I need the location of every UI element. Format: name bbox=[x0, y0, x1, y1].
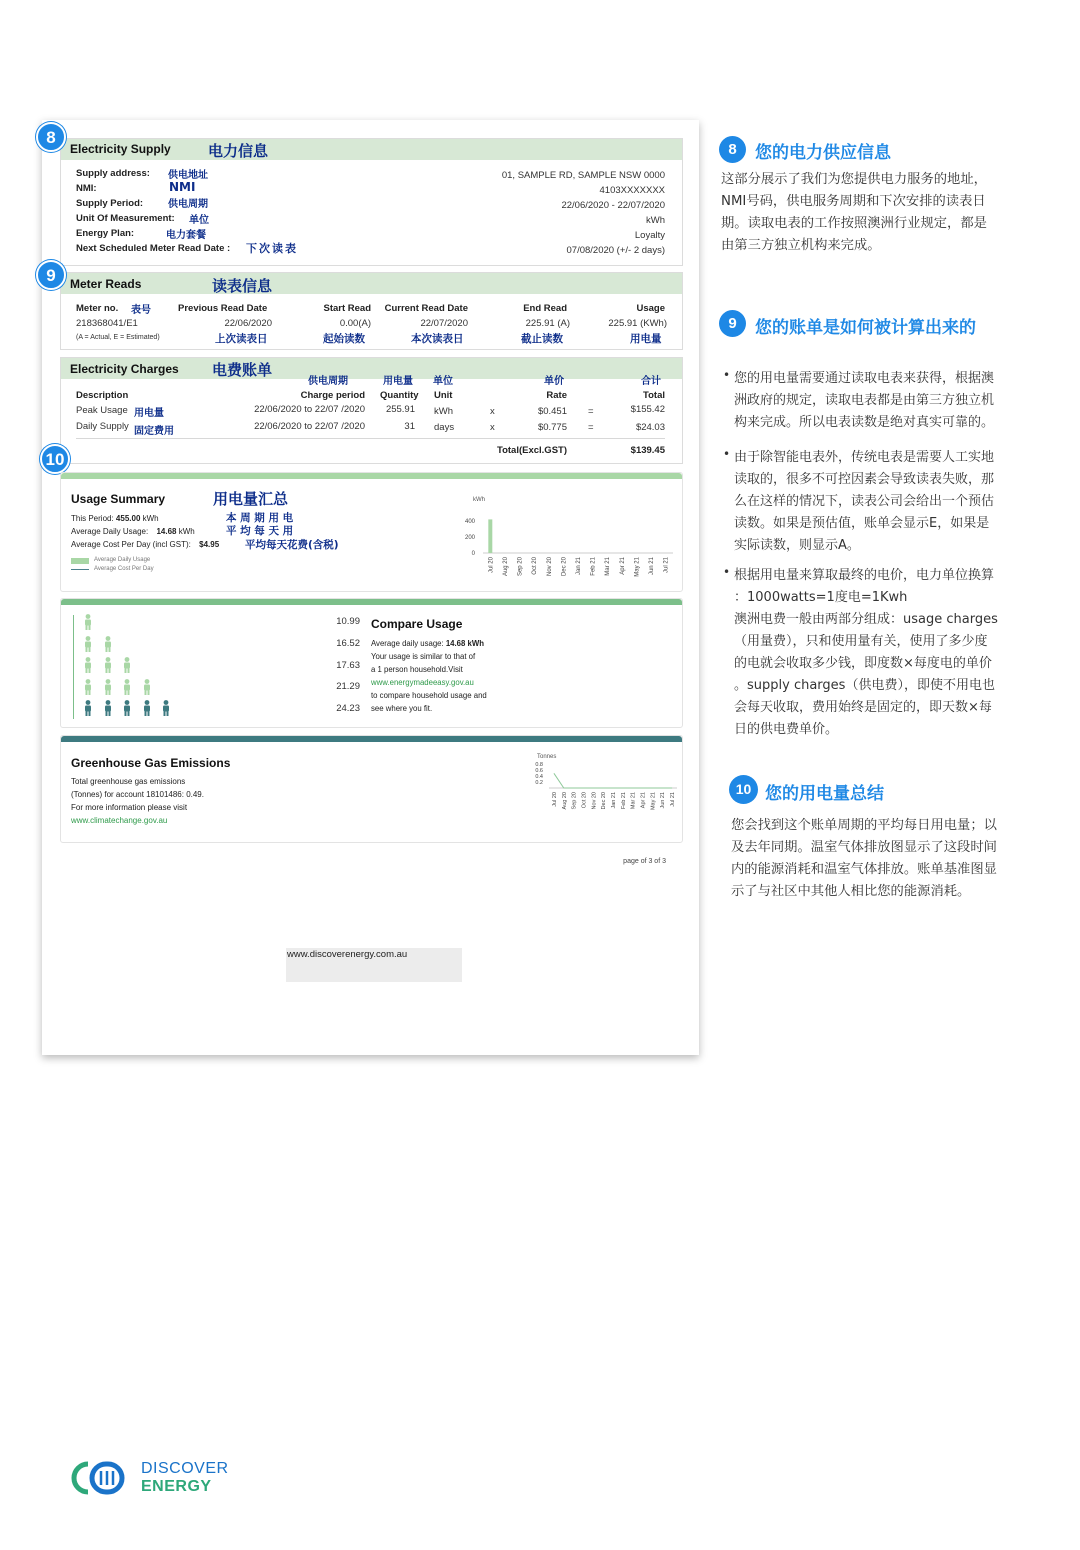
charges-cn-header: 单位 bbox=[433, 376, 453, 387]
supply-label: Supply Period: bbox=[76, 198, 144, 209]
charges-header: Total bbox=[643, 390, 665, 401]
section-badge-8: 8 bbox=[36, 122, 66, 152]
climatechange-link[interactable]: www.climatechange.gov.au bbox=[71, 816, 168, 825]
this-period-row bbox=[71, 514, 159, 523]
avg-daily-value: 14.68 bbox=[156, 527, 177, 536]
person-icon bbox=[103, 657, 113, 673]
charges-title-cn: 电费账单 bbox=[212, 361, 273, 379]
person-icon bbox=[161, 700, 171, 716]
legend-bar-swatch bbox=[71, 558, 89, 564]
meter-header: Start Read bbox=[323, 303, 371, 314]
charge-times: x bbox=[490, 422, 495, 433]
ghg-chart-x-tick: May 21 bbox=[650, 792, 657, 811]
person-icon bbox=[103, 679, 113, 695]
side-line: （用量费），只和使用量有关，使用了多少度 bbox=[734, 634, 988, 649]
side-line: 由第三方独立机构来完成。 bbox=[721, 238, 881, 253]
compare-level: 10.99 bbox=[336, 616, 360, 627]
side-bullet-3 bbox=[734, 565, 998, 741]
usage-title: Usage Summary bbox=[71, 492, 166, 506]
side-title-10: 您的用电量总结 bbox=[765, 784, 884, 804]
compare-text: Your usage is similar to that of bbox=[371, 652, 476, 661]
supply-label-cn: NMI bbox=[169, 180, 196, 194]
person-icon bbox=[142, 700, 152, 716]
usage-chart-tick-label: 200 bbox=[464, 535, 475, 541]
charges-cn-header: 用电量 bbox=[383, 376, 413, 387]
charge-desc: Peak Usage bbox=[76, 405, 128, 416]
supply-label: Supply address: bbox=[76, 168, 150, 179]
ghg-chart-x-tick: Jul 21 bbox=[670, 792, 677, 807]
meter-value: 22/07/2020 bbox=[420, 318, 468, 329]
supply-label-cn: 供电地址 bbox=[168, 170, 208, 181]
usage-chart-x-tick: Apr 21 bbox=[619, 557, 626, 575]
ghg-chart-x-tick: Jan 21 bbox=[611, 792, 617, 809]
usage-bar-chart bbox=[451, 487, 677, 583]
meter-header: Previous Read Date bbox=[178, 303, 268, 314]
side-title-9: 您的账单是如何被计算出来的 bbox=[755, 318, 976, 338]
usage-chart-x-tick: May 21 bbox=[634, 557, 641, 577]
meter-value: 225.91 (KWh) bbox=[608, 318, 667, 329]
side-line: 示了与社区中其他人相比您的能源消耗。 bbox=[731, 884, 971, 899]
charge-rate: $0.775 bbox=[537, 422, 567, 433]
ghg-chart-x-tick: Oct 20 bbox=[581, 792, 588, 809]
charges-total-value: $139.45 bbox=[630, 445, 665, 456]
person-icon bbox=[83, 679, 93, 695]
charges-header: Quantity bbox=[380, 390, 419, 401]
ghg-title: Greenhouse Gas Emissions bbox=[71, 756, 231, 770]
ghg-line-chart bbox=[481, 752, 677, 834]
compare-text: to compare household usage and bbox=[371, 691, 487, 700]
side-line: 澳洲电费一般由两部分组成：usage charges bbox=[734, 612, 998, 627]
charge-desc-cn: 固定费用 bbox=[134, 426, 174, 437]
supply-label: Unit Of Measurement: bbox=[76, 213, 175, 224]
legend-cost-per-day: Average Cost Per Day bbox=[94, 566, 154, 572]
avg-daily-label: Average Daily Usage: bbox=[71, 527, 149, 536]
charges-title: Electricity Charges bbox=[70, 362, 179, 376]
person-icon bbox=[122, 700, 132, 716]
side-line: • 根据用电量来算取最终的电价，电力单位换算 bbox=[734, 568, 995, 583]
side-line: • 由于除智能电表外，传统电表是需要人工实地 bbox=[734, 450, 995, 465]
compare-card-bar bbox=[61, 599, 682, 605]
usage-chart-x-tick: Oct 20 bbox=[532, 557, 539, 575]
logo-text-discover: DISCOVER bbox=[141, 1460, 229, 1477]
energymadeeasy-link[interactable]: www.energymadeeasy.gov.au bbox=[371, 678, 474, 687]
person-icon bbox=[83, 636, 93, 652]
meter-cn-label: 上次读表日 bbox=[215, 333, 268, 345]
website-text[interactable]: www.discoverenergy.com.au bbox=[287, 949, 408, 960]
usage-chart-x-tick: Jul 21 bbox=[663, 557, 670, 574]
side-bullet-1 bbox=[734, 368, 994, 434]
meter-value: 225.91 (A) bbox=[525, 318, 570, 329]
side-line: 洲政府的规定，读取电表都是由第三方独立机 bbox=[734, 393, 995, 408]
avg-cost-value: $4.95 bbox=[199, 540, 220, 549]
usage-card-bar bbox=[61, 473, 682, 479]
meter-header: Usage bbox=[636, 303, 665, 314]
side-line: 及去年同期。温室气体排放图显示了这段时间 bbox=[731, 840, 997, 855]
usage-chart-ylabel: kWh bbox=[473, 497, 485, 503]
charges-divider bbox=[76, 438, 665, 439]
compare-text: see where you fit. bbox=[371, 704, 433, 713]
side-line: 日的供电费单价。 bbox=[734, 722, 839, 737]
person-icon bbox=[83, 700, 93, 716]
ghg-chart-tick-label: 0.8 bbox=[535, 762, 543, 768]
side-badge-10: 10 bbox=[729, 775, 758, 804]
usage-chart-x-tick: Jun 21 bbox=[649, 557, 656, 576]
website-box bbox=[286, 948, 462, 982]
ghg-chart-tick-label: 0.4 bbox=[535, 774, 543, 780]
cn-avg-daily: 平 均 每 天 用 bbox=[226, 525, 294, 537]
usage-chart-x-tick: Jul 20 bbox=[488, 557, 495, 574]
compare-level: 16.52 bbox=[336, 638, 360, 649]
compare-avg-prefix: Average daily usage: bbox=[371, 639, 446, 648]
person-icon bbox=[122, 679, 132, 695]
supply-value: kWh bbox=[646, 215, 665, 226]
discover-energy-logo-mark bbox=[64, 1458, 136, 1498]
charges-cn-header: 单价 bbox=[544, 376, 564, 387]
supply-label: Next Scheduled Meter Read Date : bbox=[76, 243, 231, 254]
avg-cost-label: Average Cost Per Day (incl GST): bbox=[71, 540, 191, 549]
person-icon bbox=[103, 700, 113, 716]
cn-avg-cost: 平均每天花费(含税) bbox=[245, 539, 339, 551]
side-line: 的电就会收取多少钱，即度数×每度电的单价 bbox=[734, 656, 992, 671]
ghg-chart-x-tick: Feb 21 bbox=[620, 792, 627, 810]
supply-value: 22/06/2020 - 22/07/2020 bbox=[561, 200, 665, 211]
ghg-card bbox=[60, 735, 683, 843]
side-line: 会每天收取，费用始终是固定的，即天数×每 bbox=[734, 700, 992, 715]
charges-header: Description bbox=[76, 390, 129, 401]
ghg-chart-x-tick: Nov 20 bbox=[591, 792, 598, 810]
usage-chart-tick-label: 0 bbox=[471, 551, 475, 557]
charge-qty: 255.91 bbox=[385, 404, 415, 415]
side-paragraph-10 bbox=[731, 815, 997, 903]
meter-cn-label: 用电量 bbox=[630, 333, 662, 345]
ghg-chart-x-tick: Dec 20 bbox=[601, 792, 608, 810]
supply-label-cn: 供电周期 bbox=[168, 199, 208, 210]
charge-desc-cn: 用电量 bbox=[134, 408, 164, 419]
side-line: • 您的用电量需要通过读取电表来获得，根据澳 bbox=[734, 371, 995, 386]
usage-chart-x-tick: Dec 20 bbox=[561, 557, 568, 577]
charge-unit: kWh bbox=[434, 406, 453, 417]
compare-avg-line bbox=[371, 639, 484, 648]
meter-header: Current Read Date bbox=[384, 303, 468, 314]
charge-period: 22/06/2020 to 22/07 /2020 bbox=[254, 404, 365, 415]
meter-value: 218368041/E1 bbox=[76, 318, 138, 329]
usage-chart-x-tick: Jan 21 bbox=[576, 557, 582, 576]
ghg-chart-ylabel: Tonnes bbox=[537, 754, 557, 760]
side-line: 么在这样的情况下，读表公司会给出一个预估 bbox=[734, 494, 995, 509]
charges-cn-header: 供电周期 bbox=[308, 376, 348, 387]
compare-text: a 1 person household.Visit bbox=[371, 665, 463, 674]
ghg-text: (Tonnes) for account 18101486: 0.49. bbox=[71, 790, 204, 799]
side-bullet-2 bbox=[734, 447, 994, 557]
compare-usage-card bbox=[60, 598, 683, 728]
usage-chart-x-tick: Feb 21 bbox=[590, 557, 597, 576]
charges-header: Rate bbox=[546, 390, 567, 401]
compare-level: 21.29 bbox=[336, 681, 360, 692]
side-line: 您会找到这个账单周期的平均每日用电量；以 bbox=[731, 818, 997, 833]
meter-note: (A = Actual, E = Estimated) bbox=[76, 334, 160, 341]
avg-daily-row bbox=[71, 527, 195, 536]
section-badge-10: 10 bbox=[40, 444, 70, 474]
charge-equals: = bbox=[588, 422, 594, 433]
ghg-chart-tick-label: 0.6 bbox=[535, 768, 543, 774]
person-icon bbox=[83, 657, 93, 673]
meter-no-cn: 表号 bbox=[131, 305, 151, 316]
usage-chart-x-tick: Aug 20 bbox=[502, 557, 509, 577]
supply-value: 07/08/2020 (+/- 2 days) bbox=[566, 245, 665, 256]
person-icon bbox=[83, 614, 93, 630]
supply-value: 4103XXXXXXX bbox=[599, 185, 665, 196]
supply-title-cn: 电力信息 bbox=[208, 142, 269, 160]
usage-chart-x-tick: Mar 21 bbox=[605, 557, 612, 576]
charge-times: x bbox=[490, 406, 495, 417]
charge-rate: $0.451 bbox=[537, 406, 567, 417]
this-period-label: This Period: bbox=[71, 514, 114, 523]
avg-daily-unit: kWh bbox=[178, 527, 195, 536]
compare-level: 24.23 bbox=[336, 703, 360, 714]
supply-label-cn: 下次读表 bbox=[246, 242, 298, 255]
this-period-value: 455.00 bbox=[115, 514, 141, 523]
supply-value: 01, SAMPLE RD, SAMPLE NSW 0000 bbox=[501, 170, 665, 181]
ghg-text: For more information please visit bbox=[71, 803, 188, 812]
side-paragraph-8 bbox=[721, 169, 987, 257]
supply-label-cn: 单位 bbox=[189, 215, 209, 226]
side-line: 实际读数，则显示A。 bbox=[734, 538, 860, 553]
meter-cn-label: 截止读数 bbox=[521, 333, 563, 345]
usage-chart-x-tick: Nov 20 bbox=[546, 557, 553, 577]
side-line: 这部分展示了我们为您提供电力服务的地址， bbox=[721, 172, 987, 187]
side-line: 构来完成。所以电表读数是绝对真实可靠的。 bbox=[734, 415, 995, 430]
ghg-chart-x-tick: Sep 20 bbox=[571, 792, 578, 810]
person-icon bbox=[122, 657, 132, 673]
side-line: 。supply charges（供电费），即使不用电也 bbox=[734, 678, 995, 693]
this-period-unit: kWh bbox=[142, 514, 159, 523]
side-badge-8: 8 bbox=[719, 136, 746, 163]
avg-cost-row bbox=[71, 540, 219, 549]
usage-chart-x-tick: Sep 20 bbox=[517, 557, 524, 577]
side-line: 内的能源消耗和温室气体排放。账单基准图显 bbox=[731, 862, 997, 877]
supply-label: NMI: bbox=[76, 183, 97, 194]
charge-qty: 31 bbox=[404, 421, 415, 432]
meter-header: End Read bbox=[523, 303, 567, 314]
supply-label: Energy Plan: bbox=[76, 228, 135, 239]
charge-period: 22/06/2020 to 22/07 /2020 bbox=[254, 421, 365, 432]
supply-title: Electricity Supply bbox=[70, 142, 171, 156]
usage-summary-card bbox=[60, 472, 683, 592]
legend-daily-usage: Average Daily Usage bbox=[94, 557, 151, 563]
person-icon bbox=[103, 636, 113, 652]
meter-cn-label: 起始读数 bbox=[323, 333, 365, 345]
charge-desc: Daily Supply bbox=[76, 421, 129, 432]
side-title-8: 您的电力供应信息 bbox=[755, 143, 891, 163]
compare-avg-value: 14.68 kWh bbox=[445, 639, 484, 648]
meter-cn-label: 本次读表日 bbox=[411, 333, 464, 345]
legend-line-swatch bbox=[71, 569, 89, 570]
charge-total: $24.03 bbox=[635, 422, 665, 433]
person-icon bbox=[142, 679, 152, 695]
charges-cn-header: 合计 bbox=[641, 376, 661, 387]
ghg-chart-x-tick: Aug 20 bbox=[561, 792, 568, 810]
meter-title-cn: 读表信息 bbox=[212, 277, 273, 295]
charges-total-label: Total(Excl.GST) bbox=[496, 445, 567, 456]
logo-text-energy: ENERGY bbox=[141, 1478, 212, 1495]
usage-bar bbox=[488, 519, 492, 553]
side-line: 读数。如果是预估值，账单会显示E，如果是 bbox=[734, 516, 990, 531]
charge-equals: = bbox=[588, 406, 594, 417]
ghg-chart-x-tick: Jun 21 bbox=[660, 792, 667, 809]
bill-page bbox=[42, 120, 699, 1055]
compare-axis-line bbox=[73, 615, 74, 719]
supply-value: Loyalty bbox=[634, 230, 665, 241]
side-line: NMI号码，供电服务周期和下次安排的读表日 bbox=[721, 194, 986, 209]
charge-total: $155.42 bbox=[630, 404, 665, 415]
ghg-series-line bbox=[554, 773, 672, 788]
charges-header: Charge period bbox=[300, 390, 365, 401]
charges-header: Unit bbox=[434, 390, 453, 401]
side-line: ：1000watts=1度电=1Kwh bbox=[734, 590, 908, 605]
ghg-chart-x-tick: Jul 20 bbox=[551, 792, 558, 807]
section-badge-9: 9 bbox=[36, 260, 66, 290]
compare-title: Compare Usage bbox=[371, 617, 463, 631]
ghg-chart-x-tick: Mar 21 bbox=[630, 792, 637, 810]
side-line: 期。读取电表的工作按照澳洲行业规定，都是 bbox=[721, 216, 987, 231]
ghg-card-bar bbox=[61, 736, 682, 742]
side-line: 读取的，很多不可控因素会导致读表失败，那 bbox=[734, 472, 995, 487]
page-number: page of 3 of 3 bbox=[623, 858, 666, 865]
cn-this-period: 本 周 期 用 电 bbox=[226, 512, 294, 524]
usage-title-cn: 用电量汇总 bbox=[213, 490, 289, 508]
usage-chart-tick-label: 400 bbox=[464, 519, 475, 525]
supply-label-cn: 电力套餐 bbox=[166, 230, 206, 241]
meter-title: Meter Reads bbox=[70, 277, 142, 291]
meter-value: 22/06/2020 bbox=[224, 318, 272, 329]
compare-level: 17.63 bbox=[336, 660, 360, 671]
ghg-chart-x-tick: Apr 21 bbox=[640, 792, 647, 809]
meter-header: Meter no. bbox=[76, 303, 119, 314]
ghg-chart-tick-label: 0.2 bbox=[535, 780, 543, 786]
ghg-text: Total greenhouse gas emissions bbox=[71, 777, 186, 786]
charge-unit: days bbox=[434, 422, 455, 433]
side-badge-9: 9 bbox=[719, 310, 746, 337]
meter-value: 0.00(A) bbox=[339, 318, 371, 329]
